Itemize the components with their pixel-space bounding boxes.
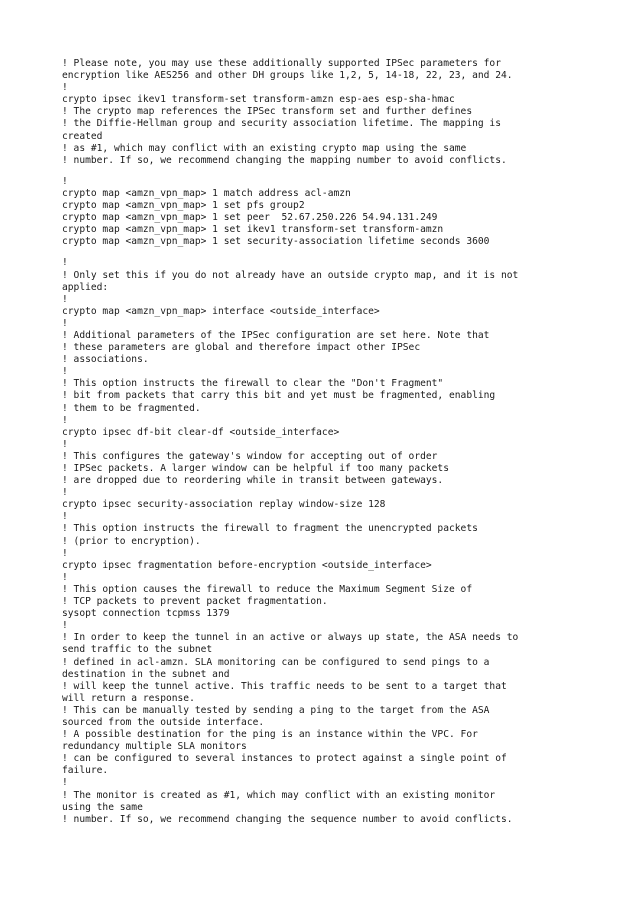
text-line: ! Please note, you may use these additionally supported IPSec parameters for — [62, 58, 501, 69]
text-line: ! the Diffie-Hellman group and security association lifetime. The mapping is — [62, 118, 501, 130]
text-line: ! This option instructs the firewall to clear the "Don't Fragment" — [62, 378, 444, 390]
document-page — [62, 58, 582, 826]
text-line: ! number. If so, we recommend changing the mapping number to avoid conflicts. — [62, 154, 507, 166]
text-line: ! will keep the tunnel active. This traffic needs to be sent to a target that — [62, 680, 507, 692]
text-line: ! as #1, which may conflict with an existing crypto map using the same — [62, 142, 467, 154]
text-line: ! — [62, 777, 68, 789]
text-line: ! them to be fragmented. — [62, 402, 201, 414]
text-line: destination in the subnet and — [62, 668, 230, 680]
text-line: using the same — [62, 801, 143, 813]
block-spacer — [62, 167, 582, 176]
text-line: ! — [62, 620, 68, 632]
text-line: ! This option causes the firewall to reduce the Maximum Segment Size of — [62, 583, 473, 595]
text-line: ! are dropped due to reordering while in transit between gateways. — [62, 475, 444, 487]
text-line: failure. — [62, 765, 109, 777]
text-line: ! — [62, 547, 68, 559]
text-line: ! can be configured to several instances to protect against a single point of — [62, 753, 507, 765]
text-line: crypto map <amzn_vpn_map> 1 set peer 52.67.250.226 54.94.131.249 — [62, 212, 438, 224]
text-line: ! Only set this if you do not already have an outside crypto map, and it is not — [62, 269, 519, 281]
text-line: ! — [62, 257, 68, 269]
text-line: send traffic to the subnet — [62, 644, 213, 656]
text-block-transform-set — [62, 58, 582, 167]
text-line: ! — [62, 366, 68, 378]
text-line: ! defined in acl-amzn. SLA monitoring can be configured to send pings to a — [62, 656, 490, 668]
text-line: ! number. If so, we recommend changing the sequence number to avoid conflicts. — [62, 813, 513, 825]
text-line: ! TCP packets to prevent packet fragmentation. — [62, 596, 328, 608]
text-block-crypto-map — [62, 176, 582, 249]
text-line: crypto ipsec ikev1 transform-set transform-amzn esp-aes esp-sha-hmac — [62, 94, 455, 106]
text-line: crypto ipsec fragmentation before-encryption <outside_interface> — [62, 559, 432, 571]
text-line: crypto ipsec df-bit clear-df <outside_interface> — [62, 426, 340, 438]
text-line: ! — [62, 438, 68, 450]
text-line: crypto map <amzn_vpn_map> interface <outside_interface> — [62, 305, 380, 317]
text-line: ! — [62, 317, 68, 329]
text-line: sourced from the outside interface. — [62, 716, 265, 728]
text-line: ! A possible destination for the ping is an instance within the VPC. For — [62, 729, 478, 741]
text-line: created — [62, 130, 103, 142]
text-line: crypto map <amzn_vpn_map> 1 set ikev1 transform-set transform-amzn — [62, 224, 444, 236]
text-line: ! The crypto map references the IPSec transform set and further defines — [62, 106, 473, 118]
text-line: ! — [62, 487, 68, 499]
text-line: redundancy multiple SLA monitors — [62, 741, 247, 753]
block-spacer — [62, 248, 582, 257]
text-line: ! — [62, 511, 68, 523]
text-line: crypto ipsec security-association replay window-size 128 — [62, 499, 386, 511]
text-line: ! bit from packets that carry this bit and yet must be fragmented, enabling — [62, 390, 496, 402]
text-line: ! IPSec packets. A larger window can be helpful if too many packets — [62, 463, 449, 474]
text-line: ! associations. — [62, 354, 149, 366]
text-line: crypto map <amzn_vpn_map> 1 set security-association lifetime seconds 3600 — [62, 236, 490, 248]
text-line: ! Additional parameters of the IPSec configuration are set here. Note that — [62, 329, 490, 341]
text-line: sysopt connection tcpmss 1379 — [62, 608, 230, 620]
text-line: ! — [62, 571, 68, 583]
text-block-additional-parameters — [62, 257, 582, 825]
text-line: ! This option instructs the firewall to fragment the unencrypted packets — [62, 523, 478, 535]
text-line: ! The monitor is created as #1, which may conflict with an existing monitor — [62, 789, 496, 801]
text-line: crypto map <amzn_vpn_map> 1 set pfs group2 — [62, 200, 305, 212]
text-line: ! these parameters are global and therefore impact other IPSec — [62, 342, 421, 354]
text-line: ! — [62, 175, 68, 187]
text-line: ! — [62, 293, 68, 305]
text-line: ! In order to keep the tunnel in an active or always up state, the ASA needs to — [62, 632, 519, 644]
text-line: encryption like AES256 and other DH groups like 1,2, 5, 14-18, 22, 23, and 24. — [62, 70, 513, 82]
text-line: applied: — [62, 281, 109, 293]
text-line: ! This can be manually tested by sending a ping to the target from the ASA — [62, 704, 490, 716]
text-line: crypto map <amzn_vpn_map> 1 match address acl-amzn — [62, 187, 351, 199]
text-line: ! This configures the gateway's window for accepting out of order — [62, 450, 438, 462]
text-line: ! — [62, 82, 68, 94]
text-line: will return a response. — [62, 692, 195, 704]
text-line: ! (prior to encryption). — [62, 535, 201, 547]
text-line: ! — [62, 414, 68, 426]
